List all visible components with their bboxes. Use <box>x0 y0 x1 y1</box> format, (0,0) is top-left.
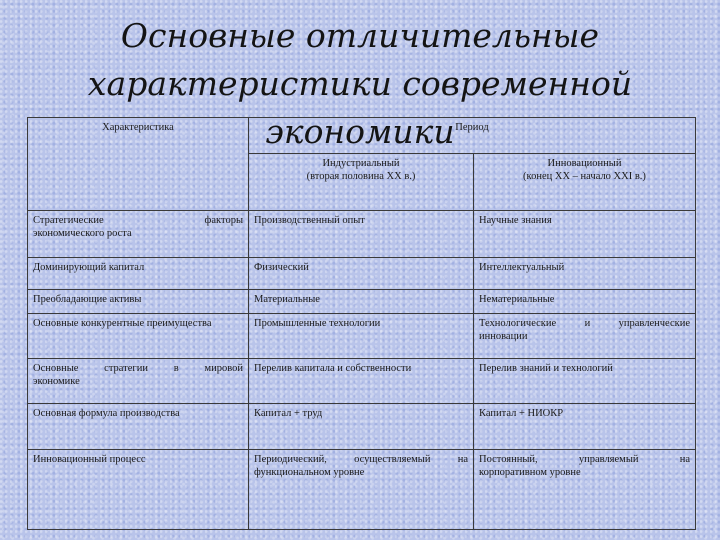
row-industrial: Производственный опыт <box>249 211 474 258</box>
row-innovative: Перелив знаний и технологий <box>474 359 696 404</box>
slide-title-line-1: Основные отличительные <box>120 16 600 55</box>
header-industrial <box>249 154 474 211</box>
table-row <box>28 314 696 359</box>
row-innovative: Технологические и управленческие инновации <box>474 314 696 359</box>
table-row <box>28 450 696 530</box>
row-industrial: Физический <box>249 258 474 290</box>
row-label: Основные стратегии в мировой экономике <box>28 359 249 404</box>
table-row <box>28 359 696 404</box>
row-innovative: Нематериальные <box>474 290 696 314</box>
header-characteristic: Характеристика <box>28 118 249 211</box>
row-industrial: Капитал + труд <box>249 404 474 450</box>
table-header-row <box>28 118 696 154</box>
header-innovative-title: Инновационный <box>547 158 622 169</box>
row-innovative: Интеллектуальный <box>474 258 696 290</box>
row-industrial: Периодический, осуществляемый на функциональном уровне <box>249 450 474 530</box>
row-label: Доминирующий капитал <box>28 258 249 290</box>
row-label: Основные конкурентные преимущества <box>28 314 249 359</box>
table-row <box>28 211 696 258</box>
table-row <box>28 258 696 290</box>
table-row <box>28 290 696 314</box>
row-innovative: Постоянный, управляемый на корпоративном уровне <box>474 450 696 530</box>
row-label: Инновационный процесс <box>28 450 249 530</box>
table-row <box>28 404 696 450</box>
header-period: Период <box>249 118 696 154</box>
header-innovative-sub: (конец XX – начало XXI в.) <box>523 171 646 182</box>
header-innovative <box>474 154 696 211</box>
row-industrial: Материальные <box>249 290 474 314</box>
row-industrial: Промышленные технологии <box>249 314 474 359</box>
row-label: Преобладающие активы <box>28 290 249 314</box>
slide-title-line-2: характеристики современной экономики <box>87 64 633 151</box>
row-label: Стратегические факторы экономического роста <box>28 211 249 258</box>
header-industrial-title: Индустриальный <box>322 158 400 169</box>
row-industrial: Перелив капитала и собственности <box>249 359 474 404</box>
row-label: Основная формула производства <box>28 404 249 450</box>
row-innovative: Научные знания <box>474 211 696 258</box>
row-innovative: Капитал + НИОКР <box>474 404 696 450</box>
comparison-table <box>27 117 696 530</box>
header-industrial-sub: (вторая половина XX в.) <box>306 171 416 182</box>
